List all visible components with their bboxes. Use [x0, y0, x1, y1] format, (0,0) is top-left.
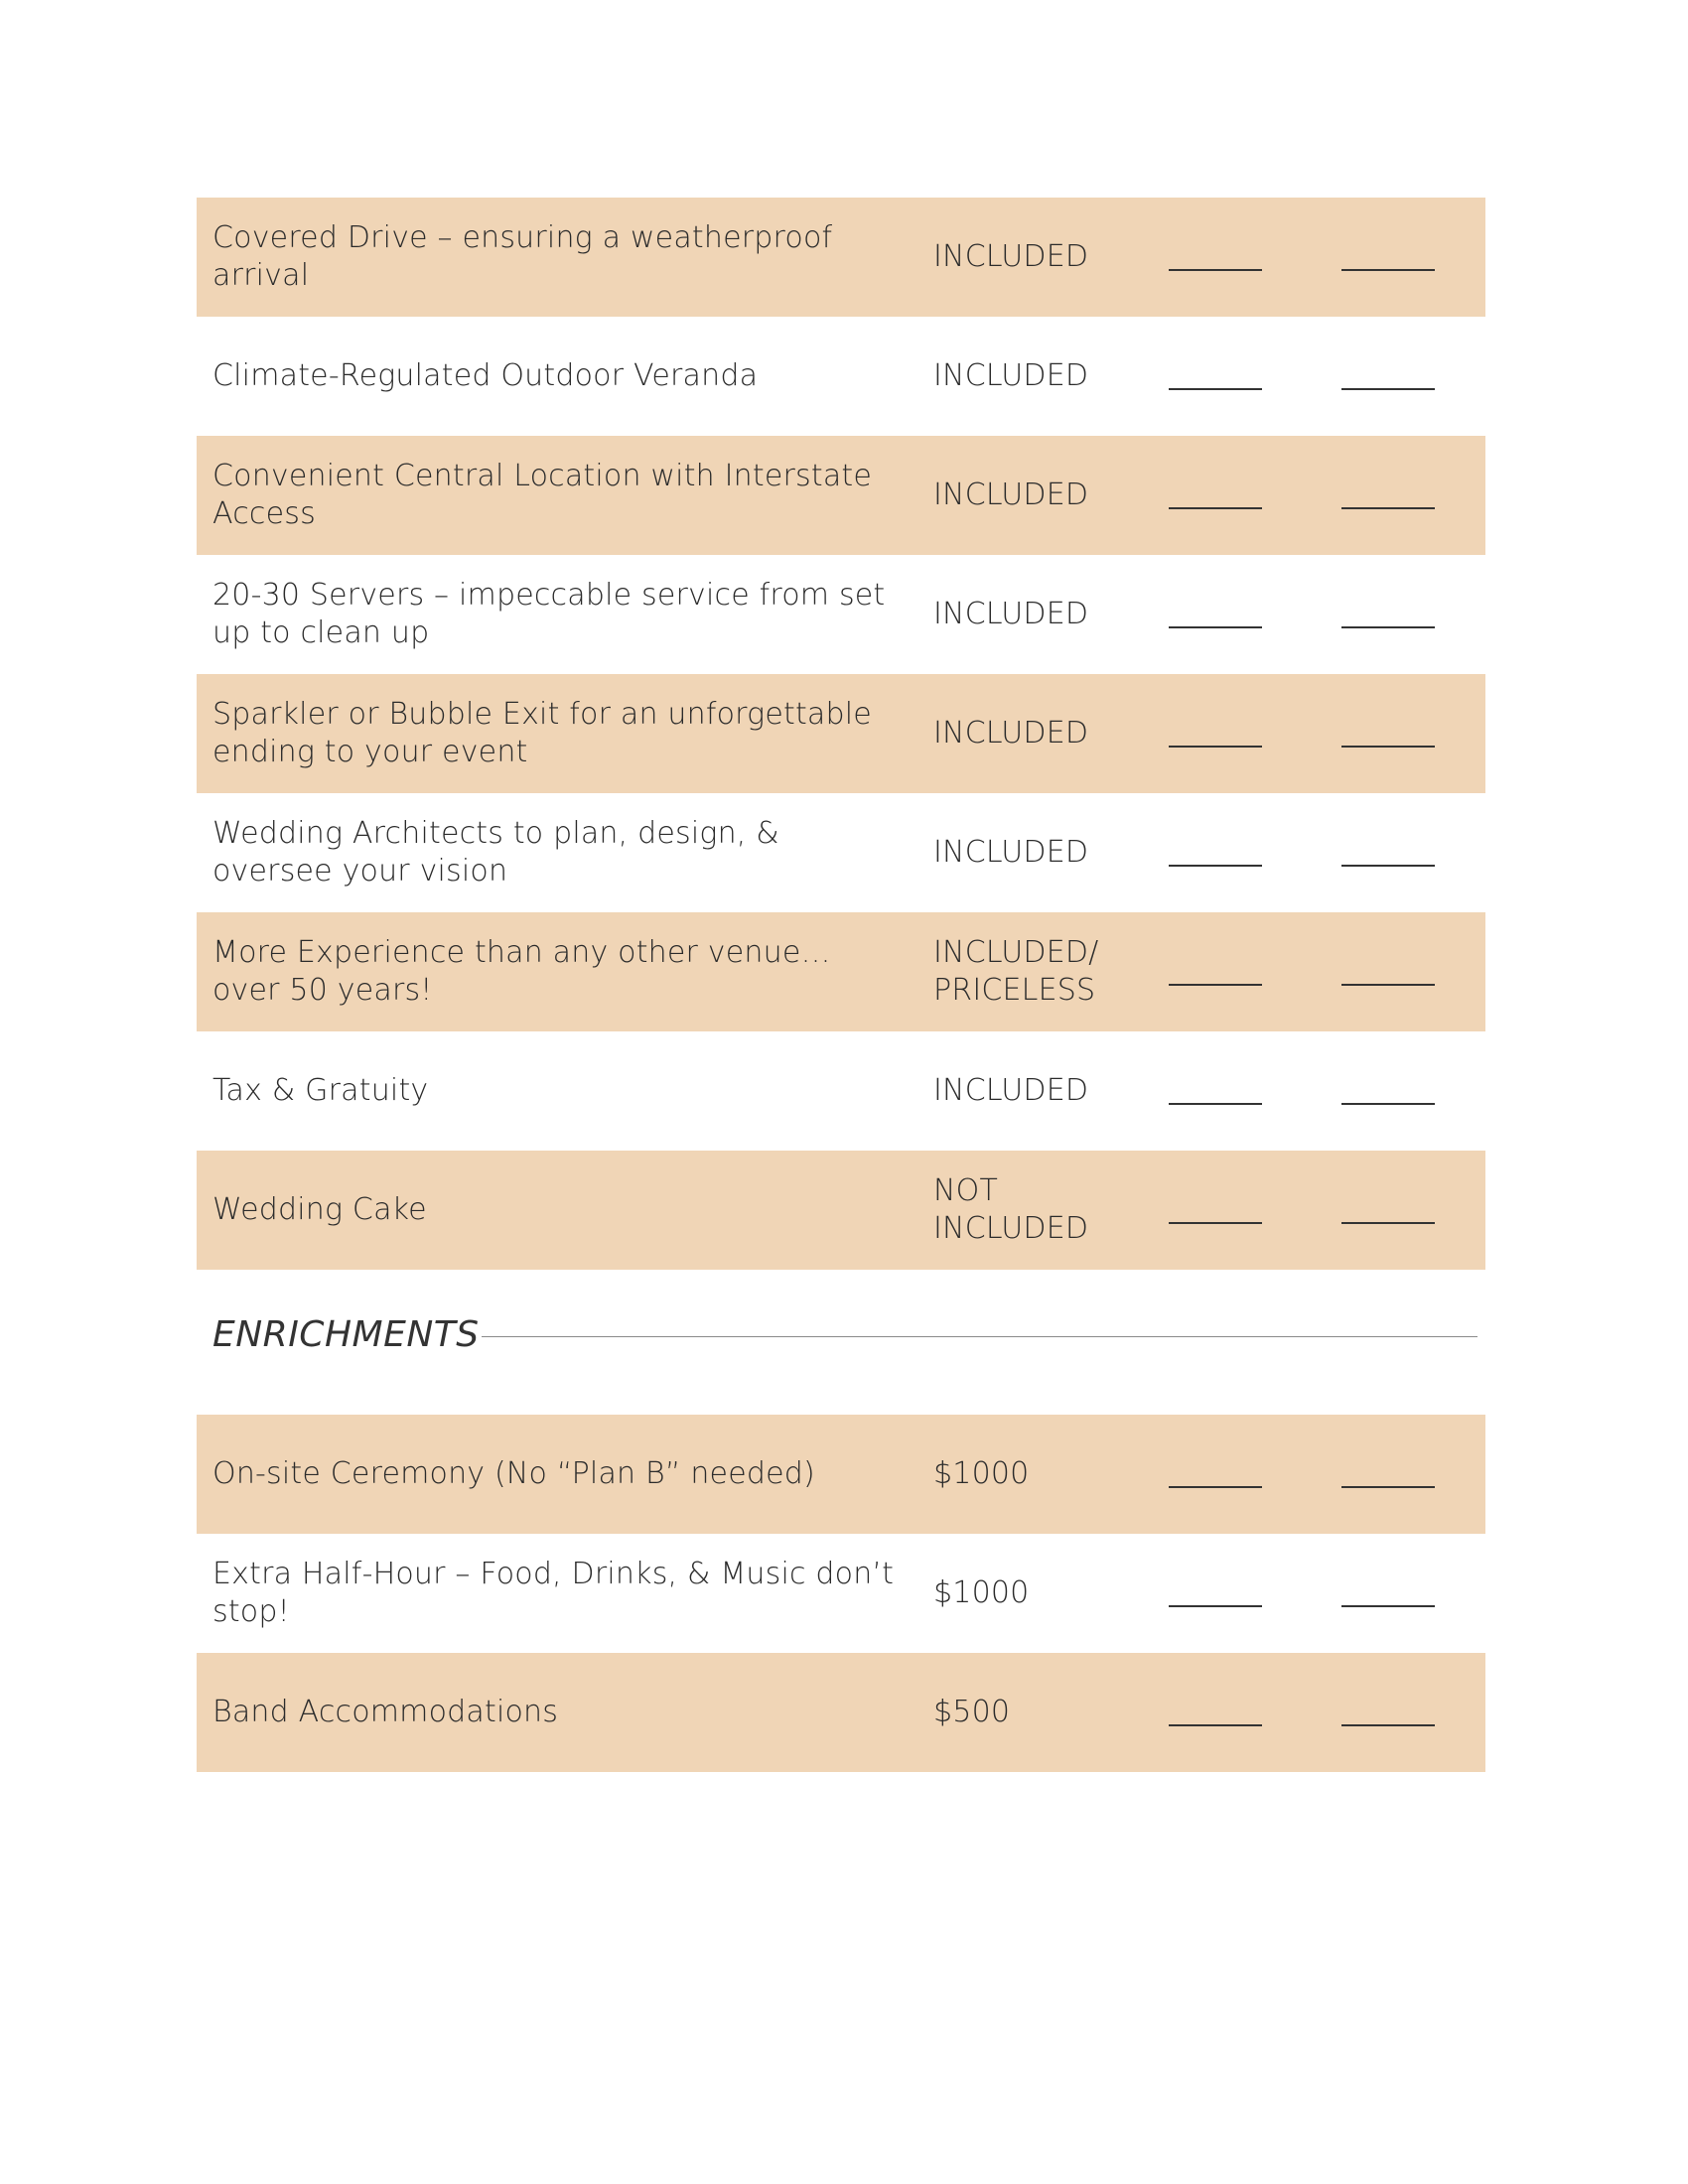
- section-title: ENRICHMENTS: [212, 1314, 480, 1355]
- item-price: INCLUDED: [933, 597, 1089, 631]
- section-header: [197, 1270, 1485, 1415]
- item-description: Wedding Architects to plan, design, & oversee your vision: [212, 816, 779, 888]
- blank-line[interactable]: [1169, 984, 1262, 986]
- blank-line[interactable]: [1341, 1486, 1435, 1488]
- section-divider: [482, 1336, 1477, 1337]
- blank-line[interactable]: [1169, 388, 1262, 390]
- table-row: [197, 1151, 1485, 1270]
- item-description: More Experience than any other venue… over 50 years!: [212, 935, 831, 1008]
- item-price: INCLUDED: [933, 239, 1089, 274]
- blank-line[interactable]: [1169, 507, 1262, 509]
- blank-line[interactable]: [1341, 626, 1435, 628]
- table-row: [197, 793, 1485, 912]
- item-price: $1000: [933, 1456, 1030, 1491]
- table-row: [197, 674, 1485, 793]
- item-description: Tax & Gratuity: [212, 1073, 429, 1108]
- blank-line[interactable]: [1169, 626, 1262, 628]
- table-row: [197, 436, 1485, 555]
- table-row: [197, 912, 1485, 1031]
- item-description: Sparkler or Bubble Exit for an unforgettable ending to your event: [212, 697, 872, 769]
- table-row: [197, 1653, 1485, 1772]
- blank-line[interactable]: [1341, 746, 1435, 748]
- table-row: [197, 198, 1485, 317]
- comparison-table: [197, 198, 1485, 1772]
- table-row: [197, 555, 1485, 674]
- item-price: INCLUDED: [933, 835, 1089, 870]
- blank-line[interactable]: [1169, 1222, 1262, 1224]
- item-description: 20-30 Servers – impeccable service from set up to clean up: [212, 578, 886, 650]
- table-row: [197, 317, 1485, 436]
- item-description: Wedding Cake: [212, 1192, 427, 1227]
- blank-line[interactable]: [1341, 269, 1435, 271]
- blank-line[interactable]: [1169, 1103, 1262, 1105]
- item-price: INCLUDED: [933, 1073, 1089, 1108]
- item-price: INCLUDED/ PRICELESS: [933, 935, 1099, 1008]
- blank-line[interactable]: [1341, 388, 1435, 390]
- item-description: Covered Drive – ensuring a weatherproof arrival: [212, 220, 833, 293]
- item-price: INCLUDED: [933, 716, 1089, 751]
- blank-line[interactable]: [1341, 1103, 1435, 1105]
- item-description: Climate-Regulated Outdoor Veranda: [212, 358, 759, 393]
- item-price: INCLUDED: [933, 358, 1089, 393]
- blank-line[interactable]: [1169, 1486, 1262, 1488]
- blank-line[interactable]: [1341, 1724, 1435, 1726]
- blank-line[interactable]: [1169, 746, 1262, 748]
- item-price: $500: [933, 1695, 1011, 1729]
- table-row: [197, 1031, 1485, 1151]
- table-row: [197, 1415, 1485, 1534]
- blank-line[interactable]: [1169, 269, 1262, 271]
- item-price: NOT INCLUDED: [933, 1173, 1089, 1246]
- item-description: On-site Ceremony (No “Plan B” needed): [212, 1456, 815, 1491]
- blank-line[interactable]: [1169, 865, 1262, 867]
- item-description: Convenient Central Location with Interstate Access: [212, 459, 873, 531]
- blank-line[interactable]: [1169, 1605, 1262, 1607]
- blank-line[interactable]: [1341, 1222, 1435, 1224]
- table-row: [197, 1534, 1485, 1653]
- blank-line[interactable]: [1341, 984, 1435, 986]
- blank-line[interactable]: [1341, 865, 1435, 867]
- item-price: INCLUDED: [933, 478, 1089, 512]
- blank-line[interactable]: [1341, 1605, 1435, 1607]
- item-description: Extra Half-Hour – Food, Drinks, & Music don’t stop!: [212, 1557, 895, 1629]
- item-description: Band Accommodations: [212, 1695, 559, 1729]
- blank-line[interactable]: [1341, 507, 1435, 509]
- blank-line[interactable]: [1169, 1724, 1262, 1726]
- item-price: $1000: [933, 1575, 1030, 1610]
